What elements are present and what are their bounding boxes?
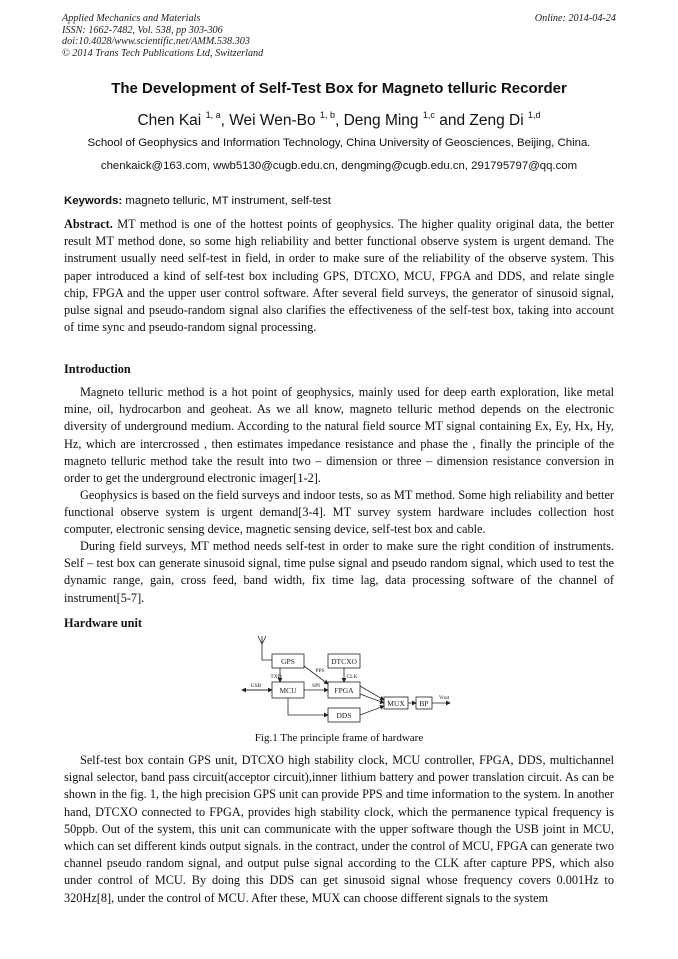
author-name: Deng Ming [343,112,419,129]
mux-label: MUX [387,699,405,708]
antenna-icon [258,636,272,660]
journal-header [62,13,616,59]
online-date: Online: 2014-04-24 [534,13,616,24]
keywords [64,195,616,207]
fpga-label: FPGA [334,686,354,695]
keywords-text: magneto telluric, MT instrument, self-test [125,195,331,207]
pps-label: PPS [315,668,325,674]
figure-caption: Fig.1 The principle frame of hardware [254,732,424,744]
hardware-block-diagram [236,630,456,728]
intro-paragraph-1: Magneto telluric method is a hot point of geophysics, mainly used for deep earth exploration, like metal mine, oil, hydrocarbon and geoheat. As we all know, magneto telluric method depends on the electronic diversity of underground medium. According to the natural field source MT signal containing Ex, Ey, Hx, Hy, Hz, which are intercrossed , then estimates impedance resistance and phase the , finally the principle of the magneto telluric method take the result into two – dimension or three – dimension resistance conversion in order to get the underground electronic imager[1-2]. [64,385,614,486]
affiliation: School of Geophysics and Information Technology, China University of Geosciences, Beijing, China. [87,137,591,149]
author-affil-mark: 1, a [205,110,221,120]
copyright-line: © 2014 Trans Tech Publications Ltd, Switzerland [62,47,264,59]
doi-line: doi:10.4028/www.scientific.net/AMM.538.303 [62,36,250,48]
author-affil-mark: 1,d [527,110,541,120]
author-name: Chen Kai [137,112,202,129]
author-affil-mark: 1,c [422,110,435,120]
author-affil-mark: 1, b [319,110,335,120]
author-conjunction: and [439,112,466,129]
intro-paragraph-2: Geophysics is based on the field surveys and indoor tests, so as MT method. Some high reliability and better functional observe system is urgent demand[3-4]. MT survey system hardware includes collection host computer, electronic sensing device, magnetic sensing device, self-test box and cable. [64,488,614,537]
keywords-label: Keywords: [64,195,123,207]
txd-label: TXD [270,674,282,680]
clk-label: CLK [346,674,358,680]
author-emails: chenkaick@163.com, wwb5130@cugb.edu.cn, dengming@cugb.edu.cn, 291795797@qq.com [100,160,578,172]
bp-label: BP [419,699,429,708]
abstract [64,216,614,336]
hardware-heading: Hardware unit [64,616,142,630]
journal-name: Applied Mechanics and Materials [62,13,201,24]
author-name: Wei Wen-Bo [229,112,316,129]
issn-line: ISSN: 1662-7482, Vol. 538, pp 303-306 [62,24,223,36]
introduction-heading: Introduction [64,362,131,376]
author-list: Chen Kai $^{1, a}$, Wei Wen-Bo $^{1, b}$, Deng Ming $^{1,c}$ and Zeng Di $^{1,d}$ [137,110,541,129]
paper-title: The Development of Self-Test Box for Magneto telluric Recorder [111,80,567,97]
usb-label: USB [250,683,262,689]
hardware-paragraph-1: Self-test box contain GPS unit, DTCXO high stability clock, MCU controller, FPGA, DDS, multichannel signal selector, band pass circuit(acceptor circuit),inner lithium battery and power translation circuit. As can be shown in the fig. 1, the high precision GPS unit can provide PPS and time information to the system. In another hand, DTCXO connected to FPGA, provides high stability clock, which the permanence typical frequency is 50ppb. Out of the system, this unit can communicate with the upper software though the USB joint in MCU, which can set different kinds output signals. in the contract, under the control of MCU, FPGA can generate two channel pseudo random signal, and output pulse signal according to the CLK after capture PPS, which also under control of MCU. By doing this DDS can get sinusoid signal whose frequency covers 0.001Hz to 320Hz[8], under the control of MCU. After these, MUX can choose different signals to the system [64,753,614,905]
intro-paragraph-3: During field surveys, MT method needs self-test in order to make sure the right condition of instruments. Self – test box can generate sinusoid signal, time pulse signal and pseudo random signal, which used to test the dynamic range, gain, cross feed, band width, fix time lag, data processing software of the channel of instrument[5-7]. [64,539,614,605]
gps-label: GPS [281,657,295,666]
dtcxo-label: DTCXO [331,657,357,666]
vout-label: Vout [438,695,450,701]
abstract-text: MT method is one of the hottest points of geophysics. The higher quality original data, the better result MT method done, so some high reliability and better functional observe system is urgent demand. The instrument usually need self-test in field, in order to make sure of the reliability of the observe system. This paper introduced a kind of self-test box including GPS, DTCXO, MCU, FPGA and DDS, and relate single chip, FPGA and the upper user control software. After several field surveys, the generator of sinusoid signal, pulse signal and pseudo-random signal also clarifies the effectiveness of the self-test box, taking into account of time sync and pseudo-random signal processing. [64,217,614,335]
author-name: Zeng Di [469,112,524,129]
spi-label: SPI [312,683,320,689]
mcu-label: MCU [279,686,297,695]
abstract-label: Abstract. [64,217,113,231]
dds-label: DDS [336,711,352,720]
